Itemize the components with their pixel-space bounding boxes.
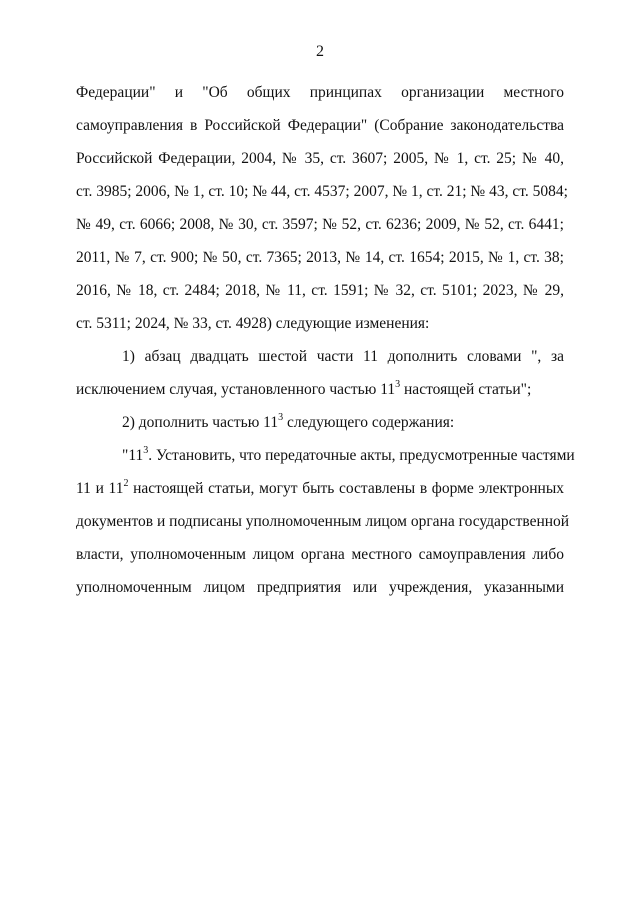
- text-line: самоуправления в Российской Федерации" (Собрание законодательства: [76, 117, 564, 134]
- superscript: 3: [143, 444, 149, 456]
- text-line: Федерации" и "Об общих принципах организации местного: [76, 84, 564, 101]
- text-line: ст. 3985; 2006, № 1, ст. 10; № 44, ст. 4537; 2007, № 1, ст. 21; № 43, ст. 5084;: [76, 183, 568, 200]
- amendment-item-1-line: 1) абзац двадцать шестой части 11 дополнить словами ", за: [122, 348, 564, 365]
- text-line: 2011, № 7, ст. 900; № 50, ст. 7365; 2013, № 14, ст. 1654; 2015, № 1, ст. 38;: [76, 249, 564, 266]
- superscript: 3: [278, 411, 284, 423]
- new-part-line: [76, 472, 564, 505]
- new-part-line: уполномоченным лицом предприятия или учреждения, указанными: [76, 579, 564, 596]
- text-line: № 49, ст. 6066; 2008, № 30, ст. 3597; № 52, ст. 6236; 2009, № 52, ст. 6441;: [76, 216, 564, 233]
- text-span: следующего содержания:: [283, 414, 455, 431]
- text-line: Российской Федерации, 2004, № 35, ст. 3607; 2005, № 1, ст. 25; № 40,: [76, 150, 564, 167]
- text-span: 2) дополнить частью 11: [122, 414, 279, 431]
- document-body: [76, 76, 575, 604]
- new-part-line: документов и подписаны уполномоченным лицом органа государственной: [76, 513, 570, 530]
- new-part-line: власти, уполномоченным лицом органа местного самоуправления либо: [76, 546, 564, 563]
- text-span: настоящей статьи";: [400, 381, 532, 398]
- text-span: "11: [122, 447, 144, 464]
- text-span: 11 и 11: [76, 480, 124, 497]
- text-line: ст. 5311; 2024, № 33, ст. 4928) следующие изменения:: [76, 315, 430, 332]
- page-number: 2: [316, 43, 324, 60]
- text-line: 2016, № 18, ст. 2484; 2018, № 11, ст. 1591; № 32, ст. 5101; 2023, № 29,: [76, 282, 564, 299]
- amendment-item-1-line: [76, 373, 564, 406]
- amendment-item-2-line: [76, 406, 564, 439]
- superscript: 2: [123, 477, 129, 489]
- superscript: 3: [395, 378, 401, 390]
- text-span: . Установить, что передаточные акты, предусмотренные частями: [148, 447, 575, 464]
- text-span: исключением случая, установленного частью 11: [76, 381, 396, 398]
- text-span: настоящей статьи, могут быть составлены в форме электронных: [128, 480, 564, 497]
- new-part-line: [76, 439, 575, 472]
